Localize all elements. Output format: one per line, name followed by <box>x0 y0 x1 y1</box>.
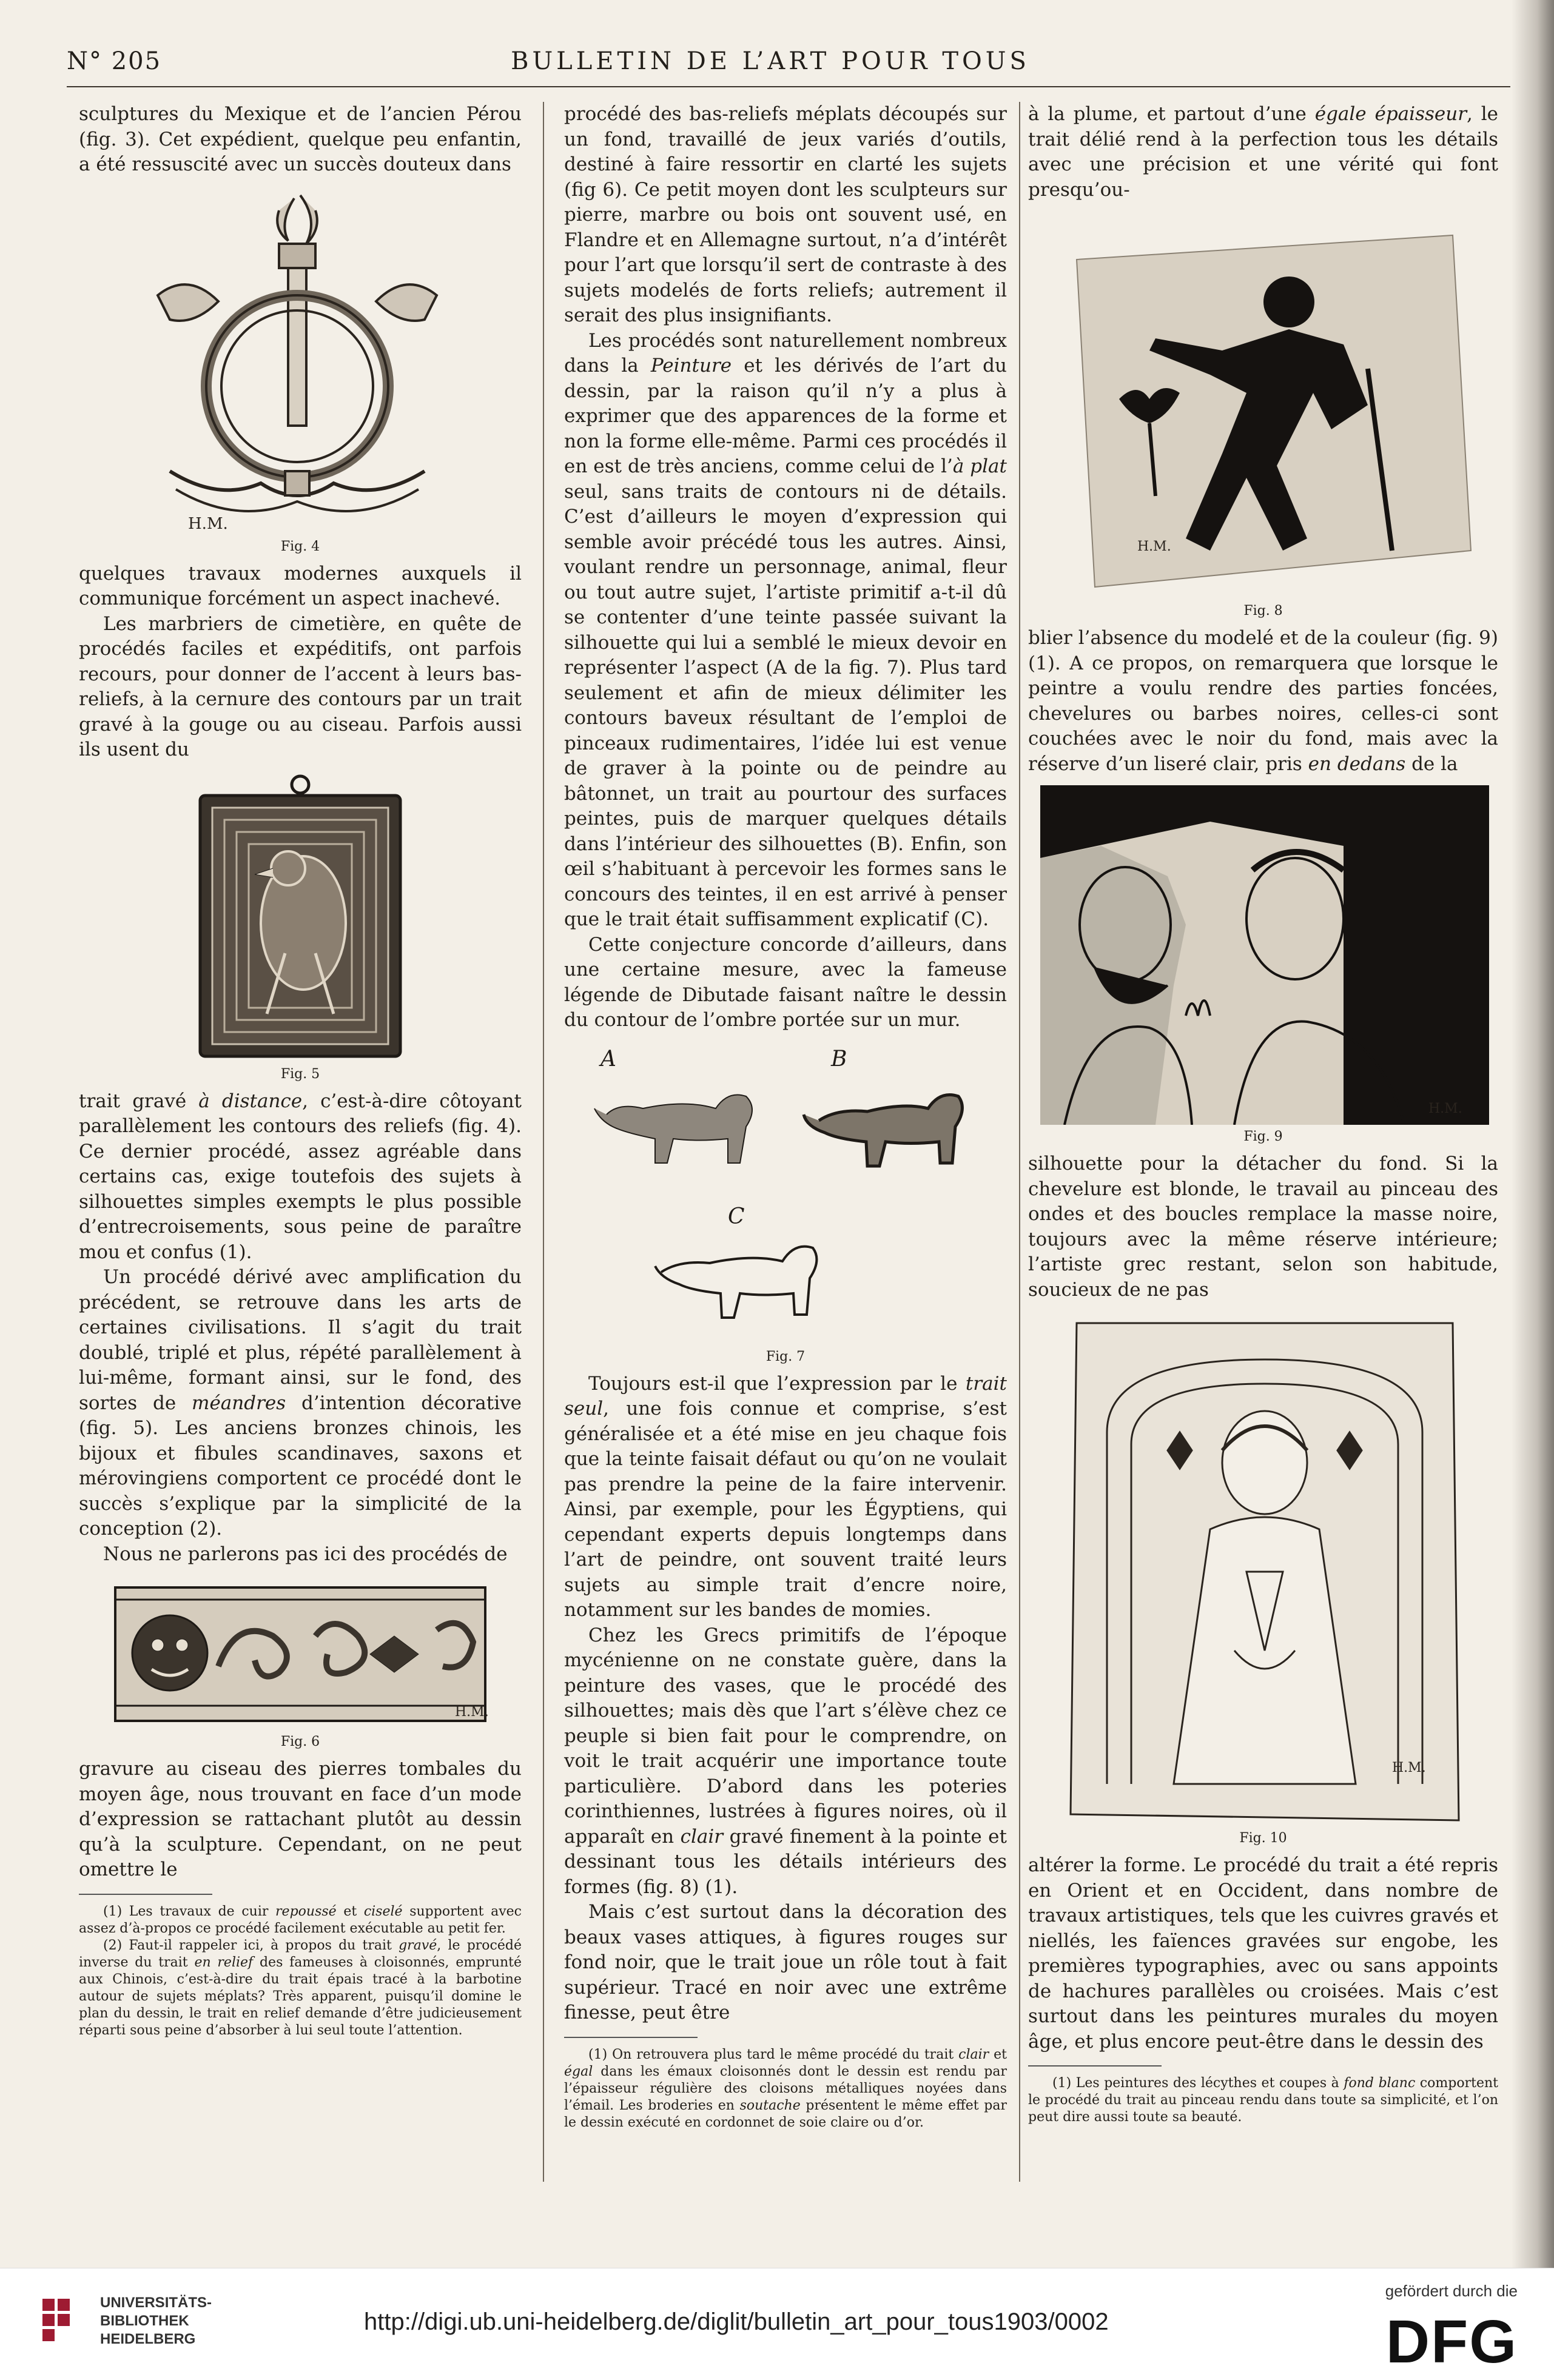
signature-mark: H.M. <box>1428 1101 1462 1116</box>
paragraph: à la plume, et partout d’une égale épaisseur, le trait délié rend à la perfection tous les détails avec une précision et une vérité qui font presqu’ou- <box>1028 103 1498 201</box>
figure-4 <box>79 186 522 535</box>
figure-6 <box>79 1575 522 1730</box>
footnote: (2) Faut-il rappeler ici, à propos du trait gravé, le procédé inverse du trait en relief des fameuses à cloisonnés, emprunté aux Chinois, c’est-à-dire du trait épais tracé à la barbotine autour de sujets méplats? Très apparent, puisqu’il domine le plan du dessin, le trait en relief demande d’être judicieusement réparti sous peine d’absorber à lui seul toute l’attention. <box>79 1937 522 2038</box>
figure-caption: Fig. 10 <box>1239 1831 1287 1846</box>
figure-caption: Fig. 7 <box>765 1349 806 1364</box>
footnote: (1) On retrouvera plus tard le même procédé du trait clair et égal dans les émaux cloisonnés dont le dessin est rendu par l’épaisseur régulière des cloisons métalliques noyées dans l’émail. Les broderies en soutache présentent le même effet par le dessin exécuté en cordonnet de soie claire ou d’or. <box>564 2046 1007 2130</box>
paragraph: gravure au ciseau des pierres tombales du moyen âge, nous trouvant en face d’un mode d’expression se rattachant plutôt au dessin qu’à la sculpture. Cependant, on ne peut omettre le <box>79 1758 522 1880</box>
figure-8 <box>1028 211 1498 599</box>
running-warrior-vase-painting-illustration <box>1028 211 1498 599</box>
paragraph: Nous ne parlerons pas ici des procédés de <box>103 1543 508 1565</box>
column-divider <box>1019 102 1020 2182</box>
sponsor-label: gefördert durch die <box>1385 2282 1518 2300</box>
figure-label-c: C <box>728 1204 745 1229</box>
figure-caption: Fig. 4 <box>280 538 320 554</box>
column-1 <box>79 102 522 2039</box>
footnote-rule <box>1028 2065 1162 2067</box>
paragraph: blier l’absence du modelé et de la couleur (fig. 9) (1). A ce propos, on remarquera que lorsque le peintre a voulu rendre des parties foncées, chevelures ou barbes noires, celles-ci sont couchées avec le noir du fond, mais avec la réserve d’un liseré clair, pris en dedans de la <box>1028 627 1498 775</box>
torch-wreath-ornament-illustration <box>79 186 522 535</box>
paragraph: Les marbriers de cimetière, en quête de procédés faciles et expéditifs, ont parfois recours, pour donner de l’accent à leurs bas-reliefs, à la cernure des contours par un trait gravé à la gouge ou au ciseau. Parfois aussi ils usent du <box>79 612 522 760</box>
footnote-rule <box>564 2037 698 2038</box>
column-3 <box>1028 102 1498 2126</box>
monk-tomb-slab-illustration <box>1028 1311 1498 1826</box>
figure-10 <box>1028 1311 1498 1826</box>
figure-7 <box>564 1042 1007 1345</box>
figure-caption: Fig. 8 <box>1243 603 1283 618</box>
figure-caption: Fig. 5 <box>280 1066 320 1082</box>
figure-caption: Fig. 6 <box>280 1734 320 1749</box>
page-edge-shadow <box>1512 0 1554 2268</box>
paragraph: sculptures du Mexique et de l’ancien Pérou (fig. 3). Cet expédient, quelque peu enfantin, a été ressuscité avec un succès douteux dans <box>79 103 522 175</box>
paragraph: trait gravé à distance, c’est-à-dire côtoyant parallèlement les contours des reliefs (fig. 4). Ce dernier procédé, assez agréable dans certains cas, exige toutefois des sujets à silhouettes simples exempts le plus possible d’entrecroisements, sous peine de paraître mou et confus (1). <box>79 1090 522 1263</box>
figure-label-a: A <box>600 1046 616 1071</box>
university-library-logo-icon <box>36 2293 91 2353</box>
figure-label-b: B <box>831 1046 847 1071</box>
dfg-logo: DFG <box>1385 2308 1518 2376</box>
page-header <box>67 47 1474 84</box>
paragraph: Un procédé dérivé avec amplification du précédent, se retrouve dans les arts de certaines civilisations. Il s’agit du trait doublé, triplé et plus, répété parallèlement à lui-même, formant ainsi, sur le fond, des sortes de méandres d’intention décorative (fig. 5). Les anciens bronzes chinois, les bijoux et fibules scandinaves, saxons et mérovingiens comportent ce procédé dont le succès s’explique par la simplicité de la conception (2). <box>79 1266 522 1540</box>
journal-title: BULLETIN DE L’ART POUR TOUS <box>511 47 1030 75</box>
carved-frieze-lion-mask-illustration <box>79 1575 522 1730</box>
paragraph: silhouette pour la détacher du fond. Si la chevelure est blonde, le travail au pinceau des ondes et des boucles remplace la masse noire, toujours avec la même réserve intérieure; l’artiste grec restant, selon son habitude, soucieux de ne pas <box>1028 1153 1498 1301</box>
signature-mark: H.M. <box>1392 1760 1426 1775</box>
figure-9 <box>1028 785 1498 1125</box>
signature-mark: H.M. <box>455 1705 489 1720</box>
paragraph: procédé des bas-reliefs méplats découpés sur un fond, travaillé de jeux variés d’outils, destiné à faire ressortir en clarté les sujets (fig 6). Ce petit moyen dont les sculpteurs sur pierre, marbre ou bois ont souvent usé, en Flandre et en Allemagne surtout, n’a d’intérêt pour l’art que lorsqu’il sert de contraste à des sujets modelés de forts reliefs; autrement il serait des plus insignifiants. <box>564 103 1007 326</box>
footnote-rule <box>79 1894 212 1895</box>
permalink-url[interactable]: http://digi.ub.uni-heidelberg.de/diglit/bulletin_art_pour_tous1903/0002 <box>364 2308 1109 2335</box>
paragraph: Cette conjecture concorde d’ailleurs, dans une certaine mesure, avec la fameuse légende de Dibutade faisant naître le dessin du contour de l’ombre portée sur un mur. <box>564 933 1007 1031</box>
figure-5 <box>79 771 522 1062</box>
digitization-footer <box>0 2268 1554 2380</box>
paragraph: Toujours est-il que l’expression par le trait seul, une fois connue et comprise, s’est généralisée et a été mise en jeu chaque fois que la teinte faisait défaut ou qu’on ne voulait pas prendre la peine de la faire intervenir. Ainsi, par exemple, pour les Égyptiens, qui cependant experts depuis longtemps dans l’art de peindre, ont souvent traité leurs sujets au simple trait d’encre noire, notamment sur les bandes de momies. <box>564 1372 1007 1621</box>
paragraph: Les procédés sont naturellement nombreux dans la Peinture et les dérivés de l’art du dessin, par la raison qu’il n’y a plus à exprimer que des apparences de la forme et non la forme elle-même. Parmi ces procédés il en est de très anciens, comme celui de l’à plat seul, sans traits de contours ni de détails. C’est d’ailleurs le moyen d’expression qui semble avoir précédé tous les autres. Ainsi, voulant rendre un personnage, animal, fleur ou tout autre sujet, l’artiste primitif a-t-il dû se contenter d’une teinte passée suivant la silhouette qui lui a semblé le mieux devoir en représenter l’aspect (A de la fig. 7). Plus tard seulement et afin de mieux délimiter les contours baveux résultant de l’emploi de pinceaux rudimentaires, l’idée lui est venue de graver à la pointe ou de peindre au bâtonnet, un trait au pourtour des surfaces peintes, puis de marquer quelques détails dans l’intérieur des silhouettes (B). Enfin, son œil s’habituant à percevoir les formes sans le concours des teintes, il en est arrivé à penser que le trait était suffisamment explicatif (C). <box>564 329 1007 930</box>
footnote: (1) Les peintures des lécythes et coupes à fond blanc comportent le procédé du trait au pinceau rendu dans toute sa simplicité, et l’on peut dire aussi toute sa beauté. <box>1028 2076 1499 2125</box>
engraved-bird-plaque-illustration <box>79 771 522 1062</box>
header-rule <box>67 86 1510 87</box>
column-2 <box>564 102 1007 2131</box>
paragraph: altérer la forme. Le procédé du trait a été repris en Orient et en Occident, dans nombre de travaux artistiques, tels que les cuivres gravés et niellés, les faïences gravées sur engobe, les premières typographies, avec ou sans appoints de hachures parallèles ou croisées. Mais c’est surtout dans les peintures murales du moyen âge, et plus encore peut-être dans le dessin des <box>1028 1854 1498 2053</box>
column-divider <box>543 102 544 2182</box>
library-name: UNIVERSITÄTS- BIBLIOTHEK HEIDELBERG <box>100 2295 212 2347</box>
paragraph: Chez les Grecs primitifs de l’époque mycénienne on ne constate guère, dans la peinture des vases, que le procédé des silhouettes; mais dès que l’art s’élève chez ce peuple si bien fait pour le comprendre, on voit le trait acquérir une importance toute particulière. D’abord dans les poteries corinthiennes, lustrées à figures noires, où il apparaît en clair gravé finement à la pointe et dessinant tous les détails intérieurs des formes (fig. 8) (1). <box>564 1624 1007 1898</box>
footnote: (1) Les travaux de cuir repoussé et ciselé supportent avec assez d’à-propos ce procédé facilement exécutable au petit fer. <box>79 1903 522 1936</box>
paragraph: quelques travaux modernes auxquels il communique forcément un aspect inachevé. <box>79 562 522 609</box>
figure-caption: Fig. 9 <box>1243 1129 1283 1144</box>
three-lion-silhouettes-illustration <box>564 1042 1007 1345</box>
page-number: N° 205 <box>67 47 162 75</box>
paragraph: Mais c’est surtout dans la décoration des beaux vases attiques, à figures rouges sur fond noir, que le trait joue un rôle tout à fait supérieur. Tracé en noir avec une extrême finesse, peut être <box>564 1901 1007 2023</box>
signature-mark: H.M. <box>1137 539 1171 554</box>
signature-mark: H.M. <box>188 514 228 533</box>
two-greek-profiles-vase-painting-illustration <box>1028 785 1498 1125</box>
